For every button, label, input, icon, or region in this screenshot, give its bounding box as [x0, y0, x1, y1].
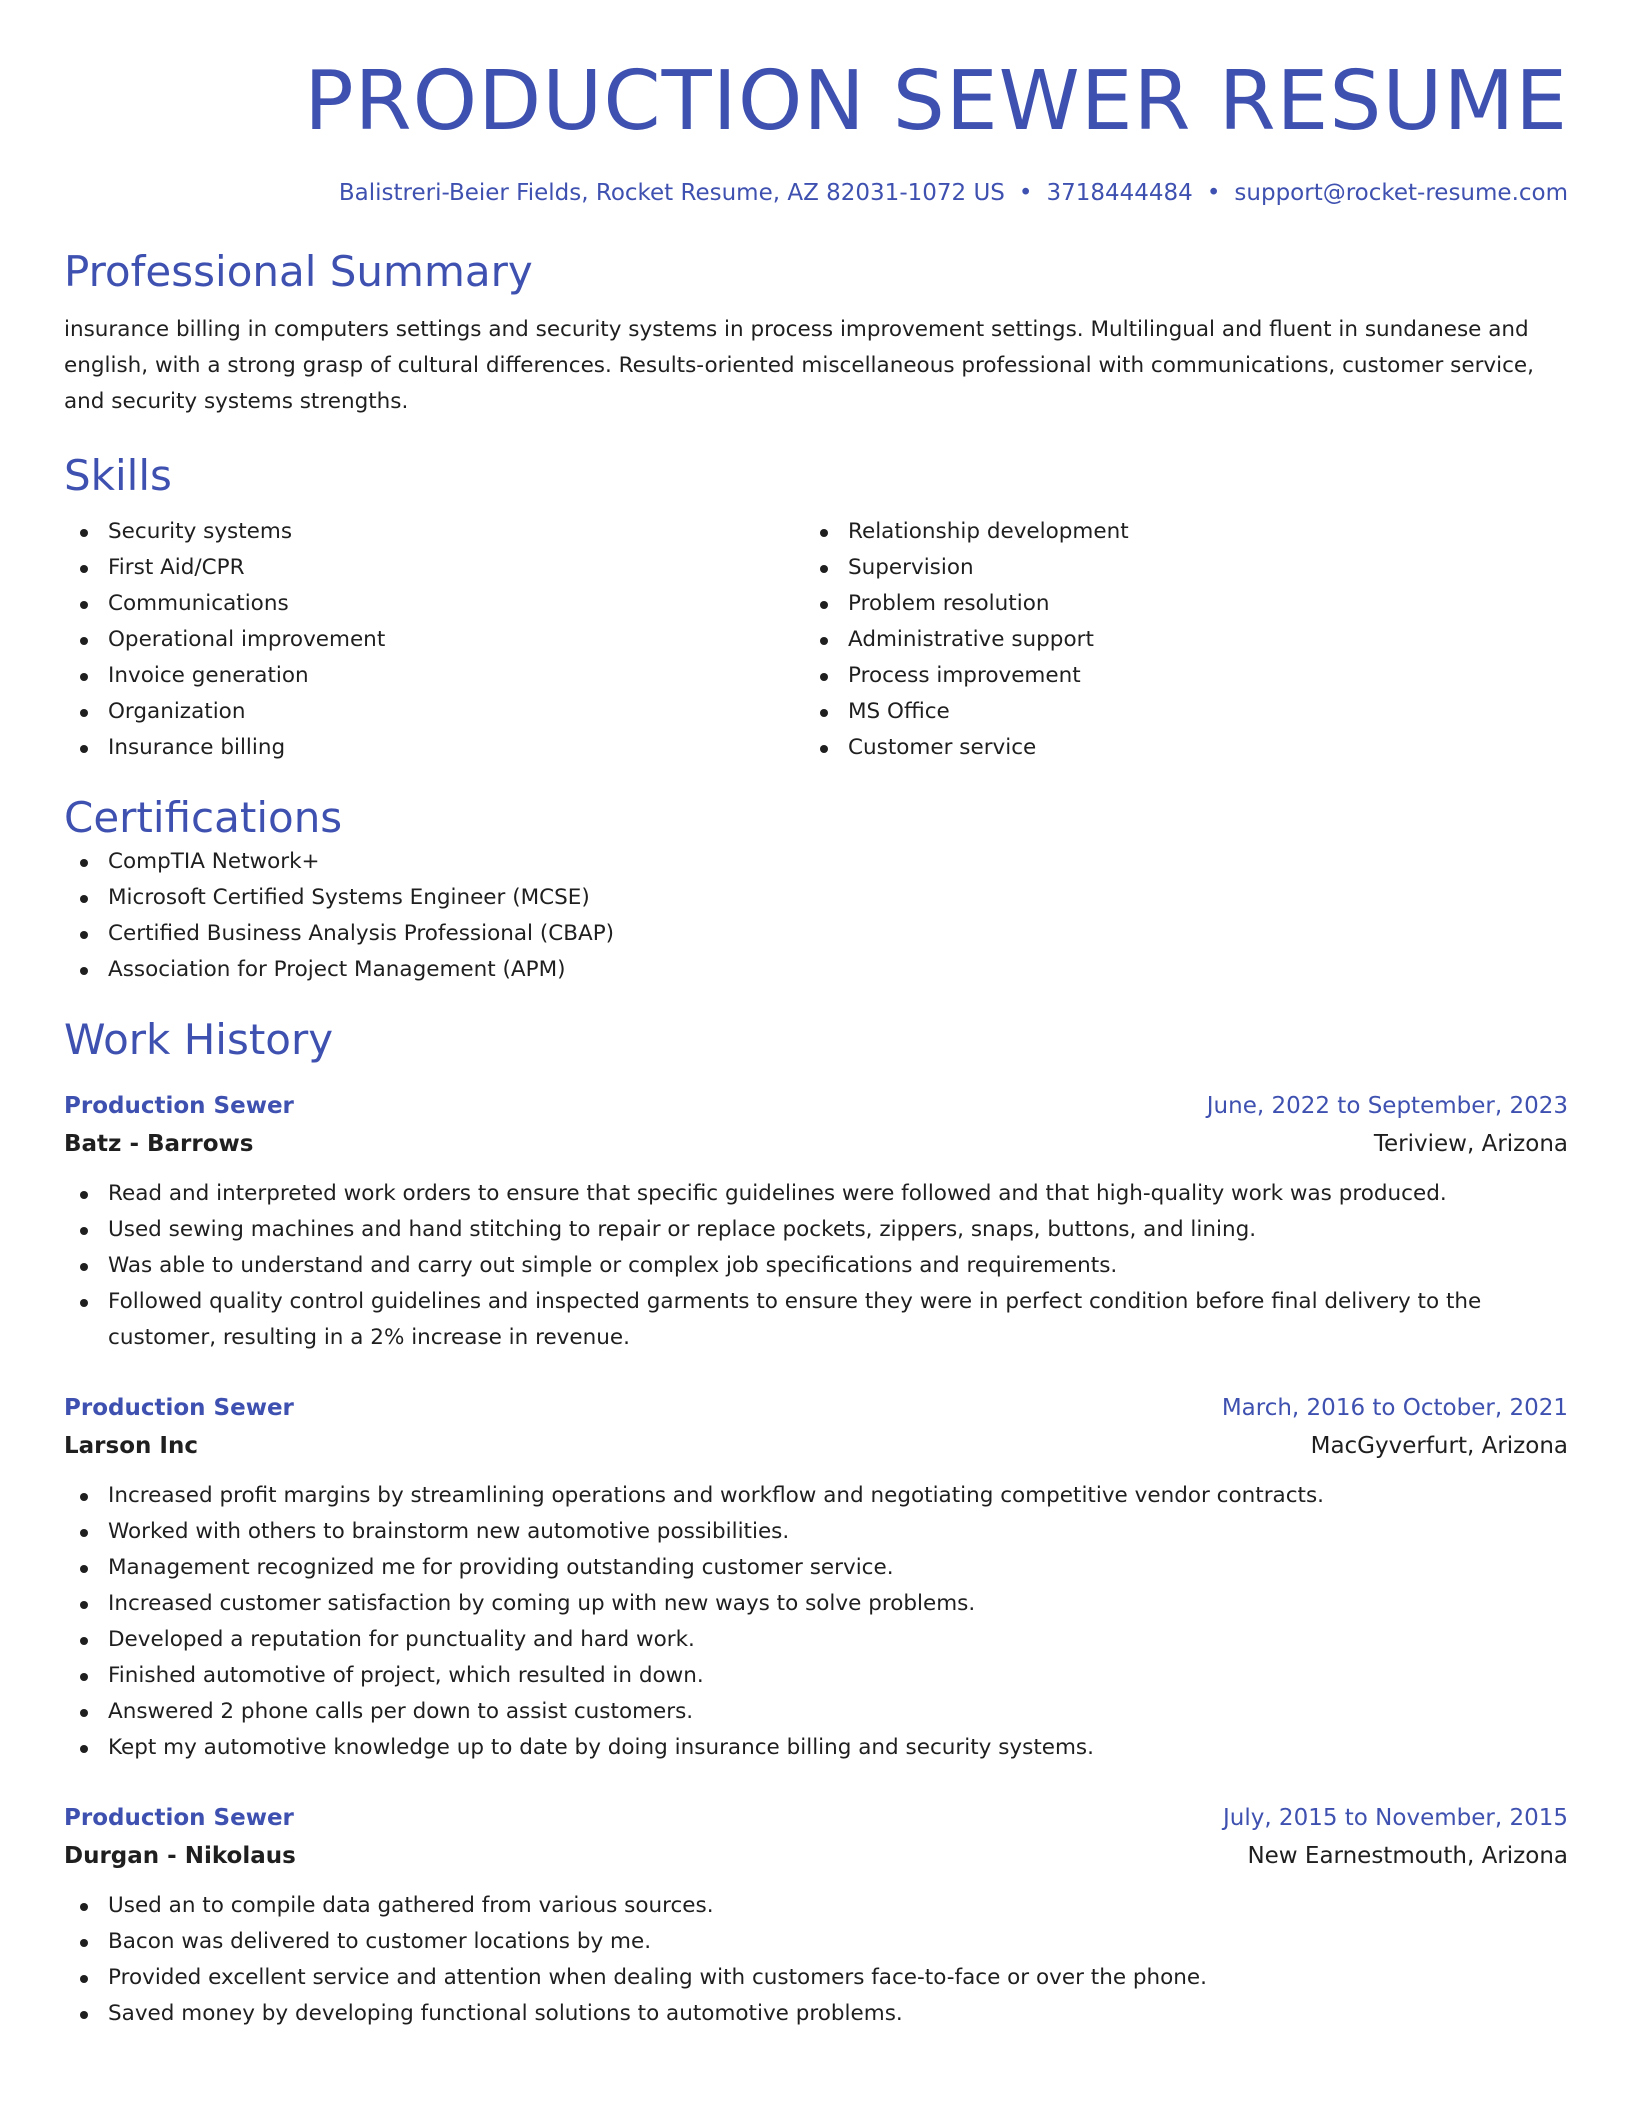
job-duty-item: Used an to compile data gathered from various sources.	[64, 1888, 1568, 1924]
skill-item: Customer service	[804, 730, 1544, 766]
skills-section	[64, 450, 1568, 766]
contact-phone: 3718444484	[1046, 180, 1193, 206]
job-title-row	[64, 1390, 1568, 1426]
job-company: Batz - Barrows	[64, 1131, 254, 1157]
job-dates: June, 2022 to September, 2023	[1206, 1093, 1568, 1119]
work-history-heading: Work History	[64, 1015, 334, 1064]
job-duty-item: Kept my automotive knowledge up to date by doing insurance billing and security systems.	[64, 1730, 1568, 1766]
summary-text: insurance billing in computers settings and security systems in process improvement settings. Multilingual and fluent in sundanese and english, with a strong grasp of cultural differences. Results-oriented miscellaneous professional with communications, customer service, and security systems strengths.	[64, 317, 1534, 414]
skill-item: Supervision	[804, 550, 1544, 586]
job-company: Larson Inc	[64, 1433, 198, 1459]
skill-item: First Aid/CPR	[64, 550, 804, 586]
skills-heading: Skills	[64, 451, 172, 500]
job-entry	[64, 1088, 1568, 1356]
job-duty-item: Followed quality control guidelines and inspected garments to ensure they were in perfect condition before final delivery to the customer, resulting in a 2% increase in revenue.	[64, 1284, 1568, 1356]
certifications-section	[64, 792, 1568, 988]
job-company-row	[64, 1124, 1568, 1164]
job-title: Production Sewer	[64, 1805, 294, 1831]
summary-section	[64, 246, 1568, 420]
skill-item: Problem resolution	[804, 586, 1544, 622]
job-duty-item: Answered 2 phone calls per down to assist customers.	[64, 1694, 1568, 1730]
skill-item: Operational improvement	[64, 622, 804, 658]
job-duties-list	[64, 1478, 1568, 1766]
job-company-row	[64, 1426, 1568, 1466]
skill-item: Organization	[64, 694, 804, 730]
certification-item: CompTIA Network+	[64, 844, 1568, 880]
certifications-heading: Certifications	[64, 793, 343, 842]
job-duty-item: Was able to understand and carry out simple or complex job specifications and requirements.	[64, 1248, 1568, 1284]
job-duty-item: Developed a reputation for punctuality and hard work.	[64, 1622, 1568, 1658]
skills-list-left	[64, 514, 804, 766]
job-duty-item: Read and interpreted work orders to ensure that specific guidelines were followed and that high-quality work was produced.	[64, 1176, 1568, 1212]
contact-email: support@rocket-resume.com	[1234, 180, 1568, 206]
skills-columns	[64, 514, 1568, 766]
job-title-row	[64, 1088, 1568, 1124]
job-duty-item: Used sewing machines and hand stitching to repair or replace pockets, zippers, snaps, buttons, and lining.	[64, 1212, 1568, 1248]
skill-item: Administrative support	[804, 622, 1544, 658]
job-dates: July, 2015 to November, 2015	[1222, 1805, 1568, 1831]
job-title: Production Sewer	[64, 1395, 294, 1421]
skills-list-right	[804, 514, 1544, 766]
certification-item: Association for Project Management (APM)	[64, 952, 1568, 988]
skill-item: Insurance billing	[64, 730, 804, 766]
job-company-row	[64, 1836, 1568, 1876]
resume-title: PRODUCTION SEWER RESUME	[304, 54, 1568, 149]
job-duty-item: Finished automotive of project, which resulted in down.	[64, 1658, 1568, 1694]
job-duty-item: Management recognized me for providing outstanding customer service.	[64, 1550, 1568, 1586]
job-title: Production Sewer	[64, 1093, 294, 1119]
skill-item: Security systems	[64, 514, 804, 550]
skill-item: Invoice generation	[64, 658, 804, 694]
job-dates: March, 2016 to October, 2021	[1221, 1395, 1568, 1421]
skill-item: Process improvement	[804, 658, 1544, 694]
contact-separator: •	[1206, 180, 1221, 206]
skill-item: Relationship development	[804, 514, 1544, 550]
job-location: MacGyverfurt, Arizona	[1310, 1433, 1568, 1459]
job-duties-list	[64, 1176, 1568, 1356]
job-company: Durgan - Nikolaus	[64, 1843, 296, 1869]
job-duty-item: Worked with others to brainstorm new automotive possibilities.	[64, 1514, 1568, 1550]
contact-line	[64, 178, 1568, 208]
skill-item: Communications	[64, 586, 804, 622]
job-entry	[64, 1800, 1568, 2032]
job-duty-item: Increased customer satisfaction by coming up with new ways to solve problems.	[64, 1586, 1568, 1622]
resume-header	[64, 0, 1568, 208]
job-title-row	[64, 1800, 1568, 1836]
job-duty-item: Provided excellent service and attention when dealing with customers face-to-face or over the phone.	[64, 1960, 1568, 1996]
work-history-section	[64, 1014, 1568, 2032]
job-duties-list	[64, 1888, 1568, 2032]
summary-heading: Professional Summary	[64, 247, 533, 296]
contact-separator: •	[1018, 180, 1033, 206]
certifications-list	[64, 844, 1568, 988]
job-duty-item: Increased profit margins by streamlining operations and workflow and negotiating competitive vendor contracts.	[64, 1478, 1568, 1514]
job-duty-item: Bacon was delivered to customer locations by me.	[64, 1924, 1568, 1960]
contact-address: Balistreri-Beier Fields, Rocket Resume, AZ 82031-1072 US	[338, 180, 1005, 206]
skill-item: MS Office	[804, 694, 1544, 730]
job-location: New Earnestmouth, Arizona	[1247, 1843, 1568, 1869]
certification-item: Microsoft Certified Systems Engineer (MCSE)	[64, 880, 1568, 916]
job-entry	[64, 1390, 1568, 1766]
certification-item: Certified Business Analysis Professional (CBAP)	[64, 916, 1568, 952]
job-location: Teriview, Arizona	[1373, 1131, 1568, 1157]
job-duty-item: Saved money by developing functional solutions to automotive problems.	[64, 1996, 1568, 2032]
